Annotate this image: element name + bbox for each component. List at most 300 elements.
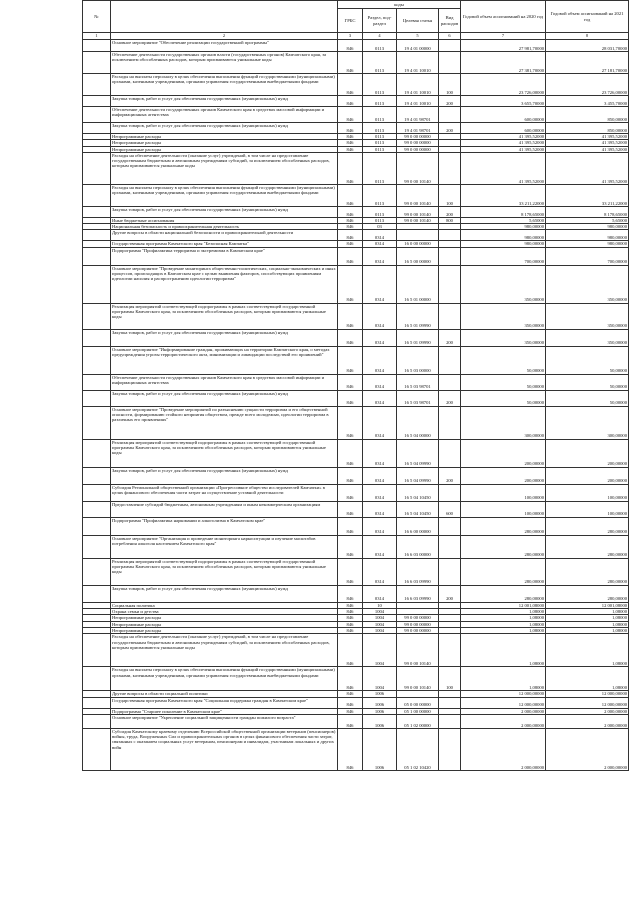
- cell-description: Непрограммные расходы: [111, 627, 338, 633]
- cell-amount-2020: 100,00000: [461, 501, 546, 517]
- cell-amount-2020: 27 381,70000: [461, 52, 546, 74]
- cell-target-article: 19 4 01 10010: [397, 74, 439, 96]
- cell-target-article: 16 6 03 00000: [397, 535, 439, 558]
- cell-amount-2020: 1,08000: [461, 621, 546, 627]
- table-row: [83, 303, 629, 329]
- cell-razdel: 0314: [363, 374, 397, 390]
- cell-grbs: 846: [338, 484, 363, 501]
- cell-num: [83, 501, 111, 517]
- cell-expense-type: [439, 230, 461, 241]
- cell-expense-type: [439, 558, 461, 585]
- header-2021: Годовой объем ассигнований на 2021 год: [546, 1, 629, 33]
- cell-razdel: 0113: [363, 217, 397, 223]
- cell-description: Подпрограмма "Профилактика наркомании и алкоголизма в Камчатском крае": [111, 517, 338, 535]
- cell-grbs: 846: [338, 667, 363, 691]
- cell-expense-type: [439, 517, 461, 535]
- cell-target-article: 16 5 00 00000: [397, 247, 439, 265]
- cell-description: Непрограммные расходы: [111, 621, 338, 627]
- table-row: [83, 123, 629, 134]
- cell-razdel: 1006: [363, 691, 397, 697]
- cell-description: Субсидия Камчатскому краевому отделению Всероссийской общественной организации ветеранов (пенсионеров) войны, труда, Вооруженных Сил и правоохранительных органов в целях финансового обеспечения части затрат, связанных с оказанием социальных услуг ветеранам, пенсионерам и инвалидам, участникам локальных и других войн: [111, 728, 338, 770]
- cell-num: [83, 247, 111, 265]
- cell-grbs: 846: [338, 697, 363, 708]
- cell-expense-type: [439, 52, 461, 74]
- cell-grbs: 846: [338, 621, 363, 627]
- cell-razdel: 0314: [363, 241, 397, 247]
- cell-amount-2021: 980,00000: [546, 224, 629, 230]
- cell-amount-2021: 1,08000: [546, 634, 629, 667]
- cell-razdel: 0113: [363, 96, 397, 107]
- cell-description: Расходы на обеспечение деятельности (оказание услуг) учреждений, в том числе на предоставление государственным бюджетным и автономным учреждениям субсидий, за исключением обособленных расходов, которым присваиваются уникальные коды: [111, 152, 338, 184]
- cell-grbs: 846: [338, 501, 363, 517]
- table-row: [83, 484, 629, 501]
- cell-num: [83, 303, 111, 329]
- cell-amount-2021: 700,00000: [546, 247, 629, 265]
- cell-grbs: 846: [338, 390, 363, 406]
- cell-num: [83, 667, 111, 691]
- cell-num: [83, 558, 111, 585]
- cell-expense-type: [439, 374, 461, 390]
- cell-description: Основное мероприятие "Информирование граждан, проживающих на территории Камчатского края, о методах предупреждения угрозы террористического акта, минимизации и ликвидации последствий его проявлений": [111, 346, 338, 374]
- cell-amount-2021: 280,00000: [546, 517, 629, 535]
- cell-amount-2021: 8 178,65000: [546, 206, 629, 217]
- table-row: [83, 230, 629, 241]
- cell-amount-2020: 200,00000: [461, 439, 546, 467]
- cell-description: Государственная программа Камчатского края "Безопасная Камчатка": [111, 241, 338, 247]
- cell-amount-2020: 350,00000: [461, 329, 546, 346]
- cell-num: [83, 152, 111, 184]
- cell-expense-type: [439, 247, 461, 265]
- cell-num: [83, 184, 111, 206]
- cell-grbs: 846: [338, 714, 363, 728]
- header-2020: Годовой объем ассигнований на 2020 год: [461, 1, 546, 33]
- cell-amount-2020: 280,00000: [461, 558, 546, 585]
- cell-amount-2021: 12 001,08000: [546, 602, 629, 608]
- cell-target-article: 05 1 00 00000: [397, 708, 439, 714]
- cell-razdel: 0314: [363, 329, 397, 346]
- cell-num: [83, 96, 111, 107]
- cell-grbs: 846: [338, 558, 363, 585]
- cell-amount-2021: 300,00000: [546, 406, 629, 439]
- cell-razdel: 0314: [363, 265, 397, 303]
- cell-num: [83, 40, 111, 52]
- cell-amount-2021: 1,08000: [546, 609, 629, 615]
- cell-description: Непрограммные расходы: [111, 146, 338, 152]
- cell-target-article: 05 1 02 00000: [397, 714, 439, 728]
- cell-amount-2021: 41 395,52000: [546, 146, 629, 152]
- cell-grbs: 846: [338, 609, 363, 615]
- cell-amount-2020: 1,08000: [461, 667, 546, 691]
- table-row: [83, 697, 629, 708]
- cell-grbs: 846: [338, 40, 363, 52]
- column-numbers-row: [83, 33, 629, 40]
- cell-target-article: 16 5 01 00000: [397, 265, 439, 303]
- cell-amount-2020: 41 395,52000: [461, 134, 546, 140]
- cell-target-article: 99 0 00 00000: [397, 146, 439, 152]
- cell-amount-2021: 28 031,70000: [546, 40, 629, 52]
- colnum: 3: [338, 33, 363, 40]
- cell-num: [83, 634, 111, 667]
- cell-amount-2021: 850,00000: [546, 123, 629, 134]
- cell-expense-type: 200: [439, 585, 461, 602]
- cell-grbs: 846: [338, 691, 363, 697]
- cell-grbs: 846: [338, 152, 363, 184]
- cell-amount-2021: 50,00000: [546, 374, 629, 390]
- cell-amount-2020: 50,00000: [461, 346, 546, 374]
- cell-razdel: 03: [363, 224, 397, 230]
- cell-amount-2020: 1,08000: [461, 615, 546, 621]
- cell-grbs: 846: [338, 74, 363, 96]
- cell-grbs: 846: [338, 634, 363, 667]
- cell-amount-2021: 41 395,52000: [546, 152, 629, 184]
- cell-description: Основное мероприятие "Проведение мониторинга общественно-политических, социально-экономических и иных процессов, происходящих в Камчатском крае с целью выявления факторов, способствующих проявлениям идеологии насилия и распространению идеологии терроризма": [111, 265, 338, 303]
- cell-razdel: 1004: [363, 609, 397, 615]
- cell-amount-2021: 980,00000: [546, 241, 629, 247]
- cell-grbs: 846: [338, 52, 363, 74]
- cell-target-article: 99 0 00 10140: [397, 184, 439, 206]
- header-num: №: [83, 1, 111, 33]
- cell-razdel: 1006: [363, 728, 397, 770]
- cell-amount-2021: 1,08000: [546, 667, 629, 691]
- cell-num: [83, 484, 111, 501]
- cell-grbs: 846: [338, 303, 363, 329]
- cell-expense-type: 100: [439, 184, 461, 206]
- cell-num: [83, 230, 111, 241]
- cell-razdel: 0113: [363, 74, 397, 96]
- colnum: 2: [111, 33, 338, 40]
- cell-razdel: 0113: [363, 52, 397, 74]
- cell-target-article: 99 0 00 10140: [397, 152, 439, 184]
- cell-description: Основное мероприятие "Обеспечение реализации государственной программы": [111, 40, 338, 52]
- header-csr: Целевая статья: [397, 9, 439, 33]
- cell-razdel: 0113: [363, 140, 397, 146]
- cell-expense-type: [439, 152, 461, 184]
- cell-grbs: 846: [338, 708, 363, 714]
- cell-amount-2021: 5,65000: [546, 217, 629, 223]
- cell-target-article: 05 0 00 00000: [397, 697, 439, 708]
- cell-razdel: 0314: [363, 390, 397, 406]
- table-row: [83, 439, 629, 467]
- cell-grbs: 846: [338, 247, 363, 265]
- cell-amount-2021: 980,00000: [546, 230, 629, 241]
- table-row: [83, 265, 629, 303]
- cell-num: [83, 467, 111, 484]
- table-header: [83, 1, 629, 40]
- cell-amount-2021: 2 000,00000: [546, 714, 629, 728]
- cell-num: [83, 535, 111, 558]
- table-row: [83, 40, 629, 52]
- cell-description: Реализация мероприятий соответствующей подпрограммы в рамках соответствующей государственной программы Камчатского края, за исключением обособленных расходов, которым присваиваются уникальные коды: [111, 303, 338, 329]
- cell-amount-2021: 2 000,00000: [546, 708, 629, 714]
- cell-target-article: 99 0 00 10140: [397, 634, 439, 667]
- cell-num: [83, 390, 111, 406]
- cell-amount-2020: 350,00000: [461, 265, 546, 303]
- cell-expense-type: [439, 728, 461, 770]
- cell-grbs: 846: [338, 728, 363, 770]
- cell-description: Национальная безопасность и правоохранительная деятельность: [111, 224, 338, 230]
- cell-amount-2021: 200,00000: [546, 467, 629, 484]
- cell-amount-2021: 850,00000: [546, 107, 629, 123]
- cell-amount-2020: 600,00000: [461, 107, 546, 123]
- header-name: [111, 1, 338, 33]
- header-codes: коды: [338, 1, 461, 9]
- cell-amount-2020: 350,00000: [461, 303, 546, 329]
- cell-grbs: 846: [338, 265, 363, 303]
- table-row: [83, 467, 629, 484]
- cell-amount-2021: 12 000,00000: [546, 697, 629, 708]
- cell-target-article: 16 5 04 00000: [397, 406, 439, 439]
- cell-num: [83, 123, 111, 134]
- cell-razdel: 0113: [363, 152, 397, 184]
- cell-amount-2020: 280,00000: [461, 585, 546, 602]
- table-row: [83, 346, 629, 374]
- cell-razdel: 0113: [363, 206, 397, 217]
- colnum: 5: [397, 33, 439, 40]
- cell-expense-type: 100: [439, 667, 461, 691]
- table-row: [83, 184, 629, 206]
- cell-amount-2021: 41 395,52000: [546, 140, 629, 146]
- cell-amount-2020: 33 211,22000: [461, 184, 546, 206]
- cell-razdel: 0113: [363, 146, 397, 152]
- cell-amount-2021: 23 726,00000: [546, 74, 629, 96]
- table-row: [83, 406, 629, 439]
- cell-amount-2020: 2 000,00000: [461, 708, 546, 714]
- table-row: [83, 667, 629, 691]
- cell-grbs: 846: [338, 224, 363, 230]
- cell-amount-2021: 50,00000: [546, 390, 629, 406]
- cell-description: Расходы на выплаты персоналу в целях обеспечения выполнения функций государственными (муниципальными) органами, казенными учреждениями, органами управления государственными внебюджетными фондами: [111, 184, 338, 206]
- cell-amount-2020: 300,00000: [461, 406, 546, 439]
- cell-amount-2020: 41 395,52000: [461, 146, 546, 152]
- cell-num: [83, 329, 111, 346]
- cell-num: [83, 346, 111, 374]
- cell-description: Государственная программа Камчатского края "Социальная поддержка граждан в Камчатском крае": [111, 697, 338, 708]
- cell-razdel: 0113: [363, 134, 397, 140]
- table-row: [83, 96, 629, 107]
- cell-num: [83, 265, 111, 303]
- cell-amount-2021: 280,00000: [546, 535, 629, 558]
- cell-grbs: 846: [338, 329, 363, 346]
- cell-description: Расходы на выплаты персоналу в целях обеспечения выполнения функций государственными (муниципальными) органами, казенными учреждениями, органами управления государственными внебюджетными фондами: [111, 667, 338, 691]
- cell-target-article: 19 4 01 00000: [397, 40, 439, 52]
- cell-razdel: 0314: [363, 247, 397, 265]
- cell-expense-type: [439, 697, 461, 708]
- cell-razdel: 0113: [363, 123, 397, 134]
- cell-expense-type: [439, 535, 461, 558]
- cell-grbs: 846: [338, 346, 363, 374]
- cell-num: [83, 206, 111, 217]
- cell-grbs: 846: [338, 107, 363, 123]
- cell-target-article: 99 0 00 10140: [397, 217, 439, 223]
- cell-amount-2021: 50,00000: [546, 346, 629, 374]
- cell-amount-2021: 350,00000: [546, 265, 629, 303]
- cell-amount-2020: 280,00000: [461, 535, 546, 558]
- cell-expense-type: 600: [439, 501, 461, 517]
- cell-description: Обеспечение деятельности государственных органов Камчатского края в средствах массовой информации и информационных агентствах: [111, 374, 338, 390]
- colnum: 1: [83, 33, 111, 40]
- cell-amount-2020: 12 001,08000: [461, 602, 546, 608]
- cell-expense-type: [439, 634, 461, 667]
- cell-description: Основное мероприятие "Проведение мероприятий по разъяснению сущности терроризма и его общественной опасности, формированию стойкого неприятия обществом, прежде всего молодежью, идеологии терроризма в различных его проявлениях": [111, 406, 338, 439]
- cell-amount-2020: 980,00000: [461, 230, 546, 241]
- cell-num: [83, 374, 111, 390]
- cell-expense-type: [439, 439, 461, 467]
- cell-amount-2021: 200,00000: [546, 439, 629, 467]
- cell-amount-2020: 1,08000: [461, 609, 546, 615]
- cell-amount-2021: 100,00000: [546, 484, 629, 501]
- cell-target-article: 19 4 01 10010: [397, 96, 439, 107]
- cell-description: Иные бюджетные ассигнования: [111, 217, 338, 223]
- table-row: [83, 247, 629, 265]
- cell-target-article: 99 0 00 10140: [397, 206, 439, 217]
- cell-amount-2021: 2 000,00000: [546, 728, 629, 770]
- cell-amount-2020: 8 178,65000: [461, 206, 546, 217]
- cell-target-article: 99 0 00 00000: [397, 627, 439, 633]
- cell-amount-2020: 50,00000: [461, 374, 546, 390]
- cell-description: Закупка товаров, работ и услуг для обеспечения государственных (муниципальных) нужд: [111, 329, 338, 346]
- cell-amount-2020: 2 000,00000: [461, 728, 546, 770]
- table-row: [83, 517, 629, 535]
- header-vr: Вид расходов: [439, 9, 461, 33]
- cell-description: Непрограммные расходы: [111, 615, 338, 621]
- cell-expense-type: [439, 265, 461, 303]
- cell-grbs: 846: [338, 217, 363, 223]
- cell-expense-type: 200: [439, 467, 461, 484]
- cell-description: Основное мероприятие "Организация и проведение мониторинга наркоситуации и изучение масштабов потребления алкоголя населением Камчатского края": [111, 535, 338, 558]
- cell-grbs: 846: [338, 96, 363, 107]
- cell-description: Другие вопросы в области национальной безопасности и правоохранительной деятельности: [111, 230, 338, 241]
- cell-grbs: 846: [338, 134, 363, 140]
- cell-target-article: 19 4 01 98701: [397, 107, 439, 123]
- cell-amount-2021: 1,08000: [546, 615, 629, 621]
- cell-description: Другие вопросы в области социальной политики: [111, 691, 338, 697]
- cell-description: Реализация мероприятий соответствующей подпрограммы в рамках соответствующей государственной программы Камчатского края, за исключением обособленных расходов, которым присваиваются уникальные коды: [111, 439, 338, 467]
- cell-razdel: 0314: [363, 535, 397, 558]
- cell-grbs: 846: [338, 602, 363, 608]
- table-row: [83, 634, 629, 667]
- cell-amount-2020: 700,00000: [461, 247, 546, 265]
- cell-expense-type: [439, 303, 461, 329]
- cell-description: Расходы на обеспечение деятельности (оказание услуг) учреждений, в том числе на предоставление государственным бюджетным и автономным учреждениям субсидий, за исключением обособленных расходов, которым присваиваются уникальные коды: [111, 634, 338, 667]
- table-row: [83, 535, 629, 558]
- cell-amount-2021: 1,08000: [546, 621, 629, 627]
- cell-amount-2020: 12 000,00000: [461, 691, 546, 697]
- cell-target-article: 99 0 00 00000: [397, 621, 439, 627]
- cell-grbs: 846: [338, 406, 363, 439]
- cell-description: Закупка товаров, работ и услуг для обеспечения государственных (муниципальных) нужд: [111, 585, 338, 602]
- cell-amount-2020: 3 655,70000: [461, 96, 546, 107]
- cell-grbs: 846: [338, 230, 363, 241]
- cell-num: [83, 728, 111, 770]
- cell-razdel: 0314: [363, 558, 397, 585]
- cell-razdel: 0314: [363, 484, 397, 501]
- cell-razdel: 0113: [363, 40, 397, 52]
- cell-grbs: 846: [338, 146, 363, 152]
- cell-description: Подпрограмма "Старшее поколение в Камчатском крае": [111, 708, 338, 714]
- cell-grbs: 846: [338, 123, 363, 134]
- cell-razdel: 0113: [363, 184, 397, 206]
- cell-amount-2020: 41 395,52000: [461, 152, 546, 184]
- cell-num: [83, 439, 111, 467]
- cell-razdel: 0314: [363, 439, 397, 467]
- table-row: [83, 390, 629, 406]
- cell-razdel: 1004: [363, 634, 397, 667]
- cell-amount-2020: 5,65000: [461, 217, 546, 223]
- cell-grbs: 846: [338, 535, 363, 558]
- cell-amount-2021: 12 000,00000: [546, 691, 629, 697]
- cell-expense-type: 200: [439, 206, 461, 217]
- cell-amount-2021: 1,08000: [546, 627, 629, 633]
- cell-razdel: 0314: [363, 467, 397, 484]
- cell-expense-type: [439, 406, 461, 439]
- table-row: [83, 558, 629, 585]
- cell-razdel: 0314: [363, 585, 397, 602]
- cell-target-article: 19 4 01 10010: [397, 52, 439, 74]
- cell-grbs: 846: [338, 241, 363, 247]
- cell-razdel: 1004: [363, 615, 397, 621]
- cell-target-article: 16 6 00 00000: [397, 517, 439, 535]
- table-body: [83, 40, 629, 771]
- cell-amount-2020: 41 395,52000: [461, 140, 546, 146]
- cell-description: Расходы на выплаты персоналу в целях обеспечения выполнения функций государственными (муниципальными) органами, казенными учреждениями, органами управления государственными внебюджетными фондами: [111, 74, 338, 96]
- cell-razdel: 0314: [363, 346, 397, 374]
- cell-razdel: 0314: [363, 517, 397, 535]
- table-row: [83, 206, 629, 217]
- cell-grbs: 846: [338, 627, 363, 633]
- cell-amount-2021: 350,00000: [546, 303, 629, 329]
- cell-target-article: 05 1 02 10420: [397, 728, 439, 770]
- cell-amount-2020: 1,08000: [461, 634, 546, 667]
- cell-amount-2021: 3 455,70000: [546, 96, 629, 107]
- table-row: [83, 74, 629, 96]
- cell-target-article: 16 5 04 10450: [397, 501, 439, 517]
- cell-target-article: 99 0 00 00000: [397, 615, 439, 621]
- cell-description: Основное мероприятие "Укрепление социальной защищенности граждан пожилого возраста": [111, 714, 338, 728]
- cell-amount-2020: 280,00000: [461, 517, 546, 535]
- cell-description: Подпрограмма "Профилактика терроризма и экстремизма в Камчатском крае": [111, 247, 338, 265]
- cell-target-article: 16 5 03 98701: [397, 390, 439, 406]
- cell-amount-2020: 980,00000: [461, 224, 546, 230]
- colnum: 8: [546, 33, 629, 40]
- cell-razdel: 0314: [363, 406, 397, 439]
- cell-amount-2020: 100,00000: [461, 484, 546, 501]
- table-row: [83, 152, 629, 184]
- cell-razdel: 1004: [363, 621, 397, 627]
- cell-grbs: 846: [338, 374, 363, 390]
- cell-expense-type: [439, 484, 461, 501]
- cell-expense-type: [439, 107, 461, 123]
- cell-target-article: 16 5 04 09990: [397, 467, 439, 484]
- cell-expense-type: 100: [439, 74, 461, 96]
- table-row: [83, 585, 629, 602]
- cell-razdel: 0314: [363, 303, 397, 329]
- cell-expense-type: [439, 714, 461, 728]
- cell-target-article: 16 5 01 09990: [397, 329, 439, 346]
- cell-amount-2021: 41 395,52000: [546, 134, 629, 140]
- table-row: [83, 728, 629, 770]
- cell-target-article: 99 0 00 00000: [397, 140, 439, 146]
- cell-amount-2020: 200,00000: [461, 467, 546, 484]
- cell-amount-2021: 33 211,22000: [546, 184, 629, 206]
- cell-description: Охрана семьи и детства: [111, 609, 338, 615]
- cell-target-article: 16 5 04 10450: [397, 484, 439, 501]
- cell-razdel: 1006: [363, 697, 397, 708]
- cell-amount-2021: 280,00000: [546, 558, 629, 585]
- cell-razdel: 1006: [363, 708, 397, 714]
- cell-description: Предоставление субсидий бюджетным, автономным учреждениям и иным некоммерческим организациям: [111, 501, 338, 517]
- cell-target-article: 99 0 00 10140: [397, 667, 439, 691]
- colnum: 6: [439, 33, 461, 40]
